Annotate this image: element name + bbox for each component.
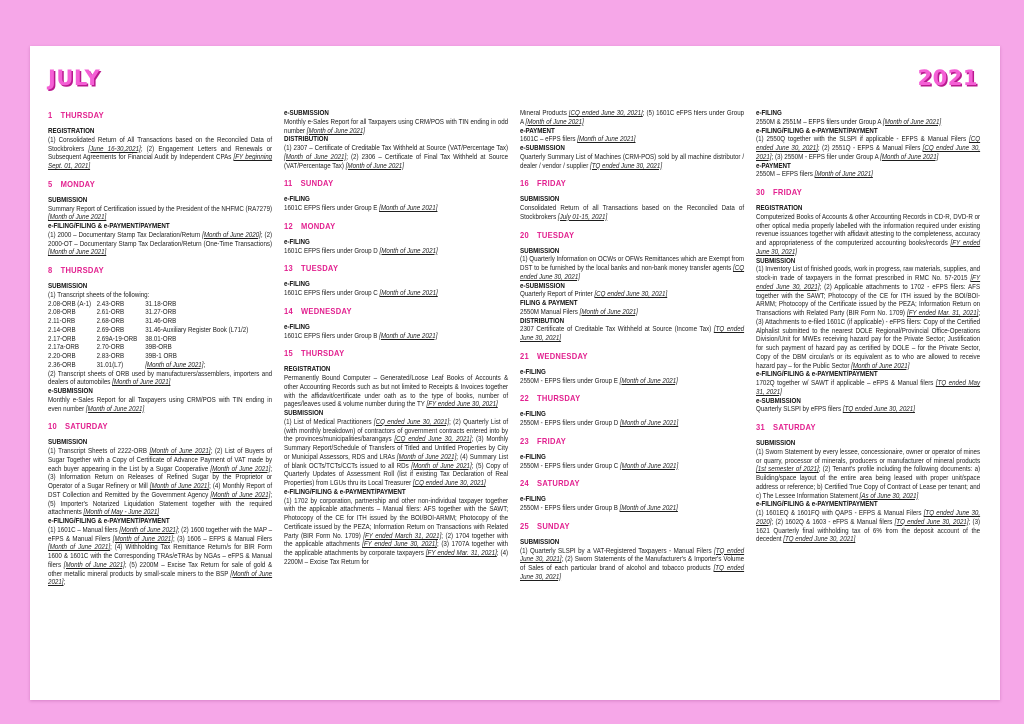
transcript-code: 2.17-ORB — [48, 335, 76, 343]
day-heading — [520, 478, 744, 488]
deadline: [Month of June 2021] — [619, 377, 678, 385]
section-text: 2550M - EFPS filers under Group B [Month of June 2021] — [520, 505, 678, 512]
deadline: [Month of June 2021] — [63, 561, 125, 569]
day-number: 31 — [756, 422, 765, 432]
day-heading — [520, 393, 744, 403]
section-text: (1) Consolidated Return of All Transactions based on the Reconciled Data of Stockbrokers [June 16-30,2021]; (2) Engagement Letters and Renewals or Subsequent Agreements for Financial Audit by Independent CPAs [FY beginning Sept. 01, 2021] — [48, 136, 273, 170]
deadline: [TQ ended June 30, 2021] — [842, 406, 915, 414]
day-number: 20 — [520, 229, 529, 240]
section-text: Permanently Bound Computer – Generated/Loose Leaf Books of Accounts & other Accounting Records such as but not limited to Receipts & Invoices together with the affidavit/certificate under oath as to the type of books, number of pages/leaves used & volume number during the TY [FY ended June 30, 2021] — [284, 375, 509, 409]
day-weekday: SUNDAY — [537, 520, 570, 531]
section-label: e-FILING/FILING & e-PAYMENT/PAYMENT — [284, 488, 406, 496]
transcript-code: 2.14-ORB — [48, 326, 76, 334]
transcript-code: 2.20-ORB — [48, 353, 76, 360]
section-label: e-PAYMENT — [756, 162, 791, 170]
transcript-code: 2.17a-ORB — [48, 344, 80, 352]
deadline: [TQ ended June 30, 2021] — [589, 162, 663, 170]
section-text: 1601C EFPS filers under Group B [Month of June 2021] — [284, 332, 438, 340]
section-label: SUBMISSION — [520, 538, 560, 546]
day-weekday: MONDAY — [60, 178, 96, 189]
section-text: Computerized Books of Accounts & other Accounting Records in CD-R, DVD-R or other optical media properly labelled with the information required under existing revenue issuances together with affidavit attesting to the completeness, accuracy and appropriateness of the computerized accounting books/records [FY ended June 30, 2021] — [756, 213, 981, 256]
transcript-code: 2.68-ORB — [96, 318, 125, 325]
section-text: (1) 2307 – Certificate of Creditable Tax Withheld at Source (VAT/Percentage Tax) [Month of June 2021]; (2) 2306 – Certificate of Final Tax Withheld at Source (VAT/Percentage Tax) [Month of June 2021] — [284, 145, 509, 170]
deadline: [TQ ended June 30, 2021] — [520, 547, 745, 564]
day-number: 1 — [48, 110, 53, 120]
section-label: e-FILING — [520, 496, 546, 504]
deadline: [Month of June 2021] — [48, 214, 107, 222]
section-text: (1) 1702 by corporation, partnership and other non-individual taxpayer together with the applicable attachments – Manual filers: AFS together with the SAWT; Photocopy of the CE for ITH issued by the BOI/BOI-ARMM; Photocopy of the Certificate issued by the PEZA; Information Return on Transactions with Related Party (BIR Form No. 1709) [FY ended March 31, 2021]; (2) 1704 together with the applicable attachments [FY ended June 30, 2021]; (3) 1707A together with the applicable attachments by corporate taxpayers [FY ended Mar. 31, 2021]; (4) 2200M – Excise Tax Return for — [284, 497, 509, 566]
deadline: [Month of June 2021] — [379, 247, 438, 255]
day-heading — [756, 422, 980, 432]
section-label: REGISTRATION — [284, 366, 331, 374]
deadline: [TQ ended June 30, 2021] — [783, 536, 856, 544]
section-label: FILING & PAYMENT — [520, 300, 578, 307]
transcript-code: 2.36-ORB — [48, 361, 76, 369]
section-label: e-FILING/FILING & e-PAYMENT/PAYMENT — [756, 501, 878, 509]
deadline: [Month of May - June 2021] — [83, 509, 160, 517]
deadline: [CQ ended June 30, 2021] — [520, 265, 745, 281]
transcript-code: 39B-1 ORB — [145, 353, 177, 360]
section-text: (1) Transcript sheets of the following: — [48, 291, 150, 299]
day-heading — [48, 110, 272, 120]
deadline: [FY beginning Sept. 01, 2021] — [48, 154, 273, 170]
transcript-code: 2.69A-19-ORB — [96, 335, 138, 343]
section-label: e-FILING — [284, 323, 310, 331]
deadline: [TQ ended June 30, 2021] — [520, 565, 745, 581]
deadline: [Month of June 2021] — [525, 118, 584, 126]
day-weekday: MONDAY — [301, 220, 336, 231]
deadline: [Month of June 2021] — [85, 405, 145, 413]
deadline: [Month of June 2021] — [210, 465, 271, 473]
column-3 — [520, 110, 744, 583]
deadline: [TQ ended June 30, 2020] — [756, 510, 981, 526]
day-number: 30 — [756, 187, 765, 197]
transcript-code: 2.70-ORB — [96, 344, 125, 352]
deadline: [Month of June 2021] — [48, 544, 111, 552]
day-number: 14 — [284, 305, 293, 316]
deadline: [Month of June 2021] — [411, 462, 472, 470]
day-weekday: SATURDAY — [773, 422, 816, 432]
transcript-code: 2.11-ORB — [48, 318, 76, 325]
section-text: (1) Sworn Statement by every lessee, concessionaire, owner or operator of mines or quarry, processor of minerals, producers or manufacturer of mineral products [1st semester of 2021]; (2) Tenant's profile including the following documents: a) Building/space layout of the entire area being leased with proper unit/space address or reference; b) Certified True Copy of Contract of Lease per tenant; and c) The Lessee Information Statement [As of June 30, 2021] — [756, 448, 981, 500]
deadline: [CQ ended June 30, 2021] — [756, 136, 981, 152]
deadline: [Month of June 2021] — [851, 362, 910, 370]
deadline: [Month of June 2021] — [379, 332, 438, 340]
day-weekday: FRIDAY — [537, 435, 567, 446]
section-label: e-FILING/FILING & e-PAYMENT/PAYMENT — [756, 371, 878, 379]
deadline: [FY ended June 30, 2021] — [362, 541, 437, 549]
section-label: SUBMISSION — [48, 283, 88, 290]
day-heading — [520, 436, 744, 446]
section-text: Monthly e-Sales Report for all Taxpayers using CRM/POS with TIN ending in even number [Month of June 2021] — [48, 396, 273, 413]
deadline: [CQ ended June 30, 2021] — [568, 110, 643, 117]
deadline: [Month of June 2021] — [210, 491, 271, 499]
day-heading — [48, 421, 272, 431]
deadline: [FY ended March 31, 2021] — [363, 532, 442, 540]
deadline: [Month of June 2021] — [306, 127, 366, 135]
deadline: [CQ ended June 30, 2021] — [412, 480, 486, 487]
section-text: (1) Quarterly SLSPI by a VAT-Registered Taxpayers - Manual Filers [TQ ended June 30, 2021]; (2) Sworn Statements of the Manufacturer's & Importer's Volume of Sales of each particular brand of alcohol and tobacco products [TQ ended June 30, 2021] — [520, 547, 745, 581]
section-label: e-FILING/FILING & e-PAYMENT/PAYMENT — [48, 518, 170, 525]
section-label: e-FILING — [520, 368, 546, 376]
section-text: Summary Report of Certification issued by the President of the NHFMC (RA7279) [Month of June 2021] — [48, 205, 273, 222]
transcript-code: [Month of June 2021]; — [145, 361, 206, 369]
deadline: [1st semester of 2021] — [756, 466, 819, 474]
section-text: 1702Q together w/ SAWT if applicable – eFPS & Manual filers [TQ ended May 31, 2021] — [756, 380, 981, 396]
day-number: 25 — [520, 520, 529, 531]
day-weekday: FRIDAY — [773, 187, 803, 197]
transcript-code: 2.43-ORB — [96, 300, 125, 308]
deadline: [Month of June 2021] — [619, 505, 678, 512]
deadline: [Month of June 2021] — [284, 153, 347, 161]
day-heading — [284, 263, 508, 273]
day-heading — [520, 351, 744, 361]
day-number: 16 — [520, 178, 529, 189]
section-label: DISTRIBUTION — [284, 136, 329, 144]
deadline: [CQ ended June 30, 2021] — [394, 436, 472, 444]
transcript-code: 31.01(L7) — [96, 361, 124, 369]
deadline: [FY ended Mar. 31, 2021] — [907, 310, 979, 317]
month-title: JULY — [48, 66, 101, 90]
day-weekday: TUESDAY — [301, 263, 339, 274]
day-number: 10 — [48, 421, 57, 432]
section-label: REGISTRATION — [756, 205, 803, 212]
day-heading — [284, 306, 508, 316]
day-weekday: THURSDAY — [60, 110, 104, 120]
day-heading — [284, 348, 508, 358]
day-number: 23 — [520, 435, 529, 446]
section-text: 2550M - EFPS filers under Group C [Month of June 2021] — [520, 462, 679, 470]
day-number: 12 — [284, 220, 293, 231]
day-number: 13 — [284, 263, 293, 274]
section-label: SUBMISSION — [48, 439, 88, 447]
deadline: [Month of June 2021] — [882, 118, 942, 126]
section-text: Quarterly Report of Printer [CQ ended June 30, 2021] — [520, 291, 668, 299]
deadline: [TQ ended June 30, 2021] — [520, 326, 745, 342]
deadline: [Month of June 2021] — [880, 153, 939, 161]
day-heading — [756, 187, 980, 197]
section-text: 2550M - EFPS filers under Group D [Month of June 2021] — [520, 420, 679, 427]
section-label: e-SUBMISSION — [520, 145, 565, 152]
section-label: REGISTRATION — [48, 128, 95, 135]
day-heading — [520, 230, 744, 240]
deadline: [TQ ended June 30, 2021] — [894, 518, 969, 526]
day-heading — [520, 178, 744, 188]
section-text: 2550M – EFPS filers [Month of June 2021] — [756, 171, 873, 179]
column-2 — [284, 110, 508, 568]
section-text: (1) 1601C – Manual filers [Month of June 2021]; (2) 1600 together with the MAP – eFPS & Manual Filers [Month of June 2021]; (3) 1606 – EFPS & Manual Filers [Month of June 2021]; (4) Withholding Tax Remittance Return/s for BIR Form 1600 & 1601C with the Corresponding TRAs/eTRAs by NGAs – eFPS & Manual filers [Month of June 2021]; (5) 2200M – Excise Tax Return for sale of gold & other metallic mineral products by small-scale miners to the BSP [Month of June 2021]; — [48, 526, 273, 587]
day-weekday: THURSDAY — [60, 265, 104, 275]
day-heading — [48, 179, 272, 189]
deadline: [FY ended June 30, 2021] — [756, 240, 981, 256]
day-weekday: THURSDAY — [301, 348, 345, 359]
section-text: (1) 1601EQ & 1601FQ with QAPS - EFPS & Manual Filers [TQ ended June 30, 2020]; (2) 1602Q & 1603 - eFPS & Manual filers [TQ ended June 30, 2021]; (3) 1621 Quarterly final withholding tax of 6% from the deposit account of the decedent [TQ ended June 30, 2021] — [756, 510, 981, 544]
day-heading — [520, 521, 744, 531]
section-label: e-SUBMISSION — [520, 282, 565, 290]
deadline: [FY ended June 30, 2021] — [756, 275, 981, 291]
section-text: 2550M - EFPS filers under Group E [Month of June 2021] — [520, 377, 678, 385]
deadline: [Month of June 2020] — [202, 231, 261, 239]
section-label: DISTRIBUTION — [520, 317, 565, 325]
section-label: e-SUBMISSION — [48, 388, 93, 395]
section-text: (1) List of Medical Practitioners [CQ ended June 30, 2021]; (2) Quarterly List of (with monthly breakdown) of contractors of government contracts entered into by the provinces/municipalities/barangays [CQ ended June 30, 2021]; (3) Monthly Summary Report/Schedule of Transfers of Titled and Untitled Properties by City or Municipal Assessors, RDS and LRAs [Month of June 2021]; (4) Summary List of blank OCTs/TCTs/CCTs issued to all RDs [Month of June 2021]; (5) Copy of Quarterly Updates of Assessment Roll (list if existing Tax Declaration of Real Properties) from LGUs thru its Local Treasurer [CQ ended June 30, 2021] — [284, 418, 509, 487]
section-text: Mineral Products [CQ ended June 30, 2021]; (5) 1601C eFPS filers under Group A [Month of June 2021] — [520, 110, 745, 126]
section-text: (1) 2000 – Documentary Stamp Tax Declaration/Return [Month of June 2020]; (2) 2000-OT – Documentary Stamp Tax Declaration/Return (One-Time Transactions) [Month of June 2021] — [48, 231, 273, 257]
day-number: 11 — [284, 178, 293, 189]
section-text: Quarterly SLSPI by eFPS filers [TQ ended June 30, 2021] — [756, 406, 915, 414]
day-weekday: SUNDAY — [300, 178, 334, 189]
section-label: SUBMISSION — [520, 196, 560, 204]
transcript-table — [48, 301, 272, 371]
deadline: [CQ ended June 30, 2021] — [594, 291, 668, 299]
section-label: e-SUBMISSION — [756, 397, 801, 405]
deadline: [Month of June 2021] — [379, 205, 438, 212]
day-heading — [48, 265, 272, 275]
section-text: 1601C EFPS filers under Group D [Month of June 2021] — [284, 247, 438, 255]
transcript-code: 2.61-ORB — [96, 309, 125, 317]
deadline: [Month of June 2021] — [149, 483, 210, 490]
deadline: [Month of June 2021] — [814, 171, 873, 179]
section-label: SUBMISSION — [520, 247, 560, 255]
transcript-code: 2.08-ORB — [48, 309, 76, 317]
section-text: (1) Transcript Sheets of 2222-ORB [Month of June 2021]; (2) List of Buyers of Sugar Together with a Copy of Certificate of Advance Payment of VAT made by each buyer appearing in the List by a Sugar Cooperative [Month of June 2021]; (3) Information Return on Releases of Refined Sugar by the Proprietor or Operator of a Sugar Refinery or Mill [Month of June 2021]; (4) Monthly Report of DST Collection and Remitted by the Government Agency [Month of June 2021]; (5) Importer's Notarized Liquidation Statement together with the required attachments [Month of May - June 2021] — [48, 448, 273, 517]
deadline: [CQ ended June 30, 2021] — [756, 145, 981, 161]
deadline: [CQ ended June 30, 2021] — [373, 418, 450, 426]
day-weekday: WEDNESDAY — [537, 350, 588, 361]
deadline: [Month of June 2021] — [619, 462, 679, 470]
section-text: (1) Quarterly Information on OCWs or OFWs Remittances which are Exempt from DST to be furnished by the local banks and non-bank money transfer agents [CQ ended June 30, 2021] — [520, 256, 745, 281]
section-text: (2) Transcript sheets of ORB used by manufacturers/assemblers, importers and dealers of automobiles [Month of June 2021] — [48, 370, 273, 387]
day-heading — [284, 221, 508, 231]
section-label: e-PAYMENT — [520, 127, 555, 135]
column-1 — [48, 110, 272, 588]
deadline: [July 01-15, 2021] — [557, 213, 608, 221]
section-text: 1601C EFPS filers under Group E [Month of June 2021] — [284, 205, 438, 212]
deadline: [Month of June 2021] — [577, 136, 636, 144]
day-number: 15 — [284, 348, 293, 359]
section-text: 2550M & 2551M – EFPS filers under Group A [Month of June 2021] — [756, 118, 942, 126]
deadline: [TQ ended May 31, 2021] — [756, 380, 981, 396]
deadline: [Month of June 2021] — [396, 453, 457, 461]
day-number: 21 — [520, 350, 529, 361]
transcript-code: 39B-ORB — [145, 344, 172, 352]
transcript-code: 2.08-ORB (A-1) — [48, 300, 92, 308]
day-heading — [284, 178, 508, 188]
section-text: Monthly e-Sales Report for all Taxpayers using CRM/POS with TIN ending in odd number [Month of June 2021] — [284, 118, 509, 135]
deadline: [Month of June 2021] — [379, 290, 438, 297]
deadline: [Month of June 2021] — [579, 308, 638, 316]
transcript-code: 31.18-ORB — [145, 300, 177, 308]
section-text: 1601C – eFPS filers [Month of June 2021] — [520, 136, 636, 144]
day-weekday: SATURDAY — [65, 421, 108, 432]
transcript-code: 38.01-ORB — [145, 335, 177, 343]
day-number: 5 — [48, 178, 53, 189]
deadline: [Month of June 2021] — [619, 420, 679, 427]
day-number: 22 — [520, 393, 529, 404]
year-title: 2021 — [917, 66, 978, 90]
deadline: [Month of June 2021] — [112, 379, 171, 387]
section-text: Quarterly Summary List of Machines (CRM-POS) sold by all machine distributor / dealer / vendor / supplier [TQ ended June 30, 2021] — [520, 153, 745, 170]
column-4 — [756, 110, 980, 545]
section-label: SUBMISSION — [284, 410, 324, 417]
deadline: [Month of June 2021] — [345, 162, 404, 170]
day-weekday: THURSDAY — [537, 393, 581, 404]
section-text: (1) Inventory List of finished goods, work in progress, raw materials, supplies, and stock-in trade of taxpayers in the format prescribed in RMC No. 57-2015 [FY ended June 30, 2021]; (2) Applicable attachments to 1702 - eFPS filers: AFS together with the SAWT; Photocopy of the CE for ITH issued by the BOI/BOI-ARMM; Photocopy of the Certificate issued by the PEZA; Information Return on Transactions with Related Party (BIR Form No. 1709) [FY ended Mar. 31, 2021]; (3) Attachments to e-filed 1601C (if applicable) - eFPS filers: Copy of the Certified Alphalist submitted to the nearest DOLE Regional/Provincial Office-Operations Division/Unit for MWEs receiving hazard pay for the Private Sector; Justification for such payment of hazard pay as certified by DOLE – for the Private Sector, Copy of the DBM circular/s or its equivalent as to who are allowed to receive hazard pay – for the Public Sector [Month of June 2021] — [756, 266, 981, 370]
section-label: e-FILING — [284, 238, 310, 246]
section-label: SUBMISSION — [756, 257, 796, 265]
section-label: SUBMISSION — [48, 196, 88, 204]
section-label: e-FILING — [284, 281, 310, 289]
deadline: [Month of June 2021] — [112, 535, 173, 543]
transcript-code: 2.69-ORB — [96, 326, 125, 334]
section-label: e-SUBMISSION — [284, 110, 329, 117]
deadline: [June 16-30,2021] — [88, 145, 141, 153]
deadline: [Month of June 2021] — [48, 570, 273, 587]
transcript-code: 2.83-ORB — [96, 353, 125, 360]
day-weekday: TUESDAY — [537, 229, 575, 240]
day-number: 24 — [520, 478, 529, 489]
deadline: [As of June 30, 2021] — [859, 492, 919, 500]
section-label: e-FILING — [284, 196, 310, 204]
transcript-code: 31.27-ORB — [145, 309, 177, 317]
deadline: [Month of June 2021] — [145, 361, 204, 369]
section-label: e-FILING/FILING & e-PAYMENT/PAYMENT — [48, 223, 170, 230]
section-text: 2550M Manual Filers [Month of June 2021] — [520, 308, 638, 316]
deadline: [FY ended June 30, 2021] — [426, 401, 498, 409]
transcript-code: 31.46-ORB — [145, 318, 177, 325]
deadline: [Month of June 2021] — [149, 448, 211, 455]
section-label: e-FILING — [756, 110, 782, 117]
section-label: e-FILING — [520, 453, 546, 461]
day-number: 8 — [48, 265, 53, 275]
day-weekday: FRIDAY — [537, 178, 567, 189]
deadline: [Month of June 2021] — [119, 526, 178, 534]
deadline: [FY ended Mar. 31, 2021] — [425, 550, 497, 557]
day-weekday: SATURDAY — [537, 478, 580, 489]
section-text: 2307 Certificate of Creditable Tax Withheld at Source (Income Tax) [TQ ended June 30, 2021] — [520, 326, 745, 342]
deadline: [Month of June 2021] — [48, 249, 107, 257]
section-text: (1) 2550Q together with the SLSPI if applicable - EFPS & Manual Filers [CQ ended June 30, 2021]; (2) 2551Q - EFPS & Manual Filers [CQ ended June 30, 2021]; (3) 2550M - EFPS filer under Group A [Month of June 2021] — [756, 136, 981, 161]
section-text: Consolidated Return of all Transactions based on the Reconciled Data of Stockbrokers [July 01-15, 2021] — [520, 205, 745, 221]
transcript-code: 31.46-Auxiliary Register Book (L71/2) — [145, 326, 249, 334]
calendar-page — [30, 46, 1000, 700]
section-label: SUBMISSION — [756, 440, 796, 447]
section-text: 1601C EFPS filers under Group C [Month of June 2021] — [284, 290, 438, 297]
day-weekday: WEDNESDAY — [301, 305, 352, 316]
section-label: e-FILING — [520, 411, 546, 419]
section-label: e-FILING/FILING & e-PAYMENT/PAYMENT — [756, 127, 878, 135]
